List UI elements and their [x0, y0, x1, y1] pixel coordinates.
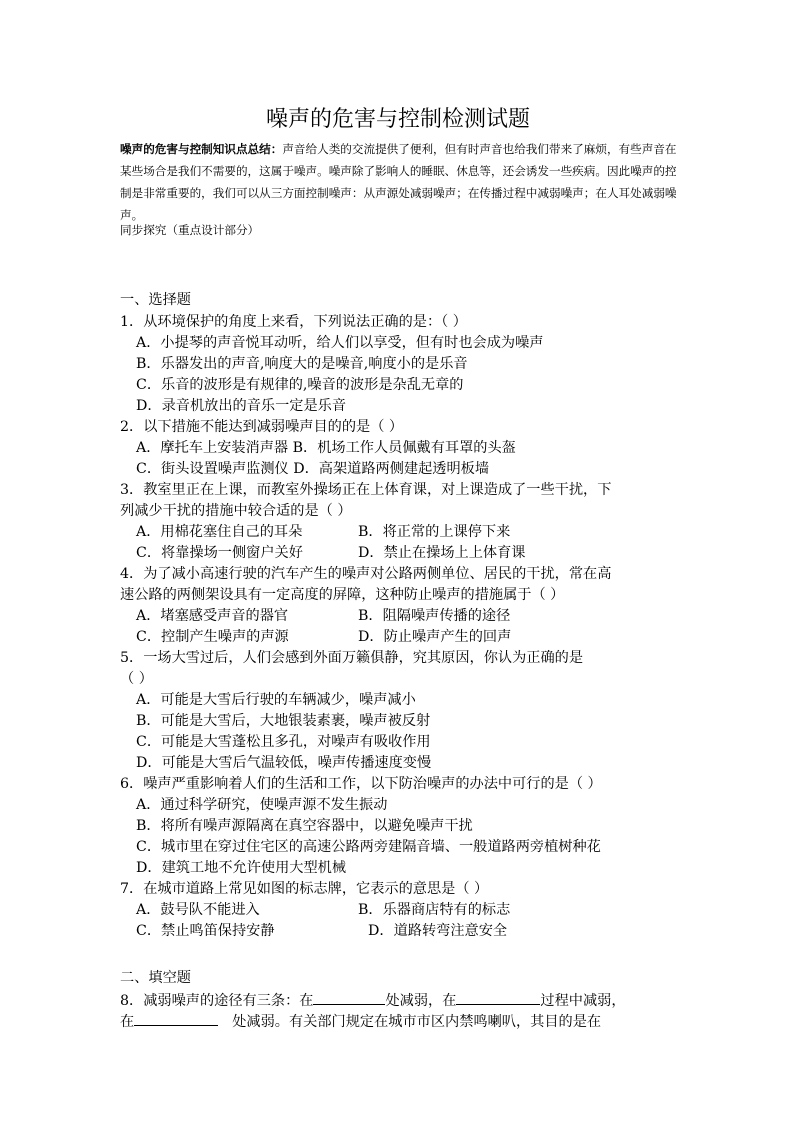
q6-option-a: A．通过科学研究，使噪声源不发生振动 [136, 797, 388, 813]
q4-option-b: B．阻隔噪声传播的途径 [358, 608, 511, 624]
q4-option-c: C．控制产生噪声的声源 [136, 629, 289, 645]
section-heading-choice: 一、选择题 [120, 292, 191, 308]
intro-paragraph [120, 138, 678, 226]
q5-option-a: A．可能是大雪后行驶的车辆减少，噪声减小 [136, 692, 416, 708]
q3-option-d: D．禁止在操场上上体育课 [358, 545, 526, 561]
page-title: 噪声的危害与控制检测试题 [265, 107, 530, 132]
q6-option-b: B．将所有噪声源隔离在真空容器中，以避免噪声干扰 [136, 818, 473, 834]
q7-option-c: C．禁止鸣笛保持安静 [136, 923, 275, 939]
question-7: 7．在城市道路上常见如图的标志牌，它表示的意思是（ ） [120, 881, 489, 897]
question-2: 2．以下措施不能达到减弱噪声目的的是（ ） [120, 419, 404, 435]
q5-option-c: C．可能是大雪蓬松且多孔，对噪声有吸收作用 [136, 734, 431, 750]
q8-text-2: 处减弱，在 [385, 993, 457, 1009]
q8-text-3: 过程中减弱， [540, 993, 626, 1009]
q4-option-a: A．堵塞感受声音的器官 [136, 608, 289, 624]
section-heading-fill: 二、填空题 [120, 970, 191, 986]
q3-option-a: A．用棉花塞住自己的耳朵 [136, 524, 303, 540]
q7-option-d: D．道路转弯注意安全 [368, 923, 508, 939]
question-3-line1: 3．教室里正在上课，而教室外操场正在上体育课，对上课造成了一些干扰，下 [120, 482, 612, 498]
q2-options-ab: A．摩托车上安装消声器 B．机场工作人员佩戴有耳罩的头盔 [136, 440, 516, 456]
q7-option-b: B．乐器商店特有的标志 [358, 902, 511, 918]
intro-text: 声音给人类的交流提供了便利，但有时声音也给我们带来了麻烦，有些声音在某些场合是我们不需要的，这属于噪声。噪声除了影响人的睡眠、休息等，还会诱发一些疾病。因此噪声的控制是非常重要的，我们可以从三方面控制噪声：从声源处减弱噪声；在传播过程中减弱噪声；在人耳处减弱噪声。 [120, 142, 677, 222]
question-6: 6．噪声严重影响着人们的生活和工作，以下防治噪声的办法中可行的是（ ） [120, 776, 602, 792]
q4-option-d: D．防止噪声产生的回声 [358, 629, 512, 645]
question-1: 1．从环境保护的角度上来看，下列说法正确的是：（ ） [120, 314, 467, 330]
q3-option-b: B．将正常的上课停下来 [358, 524, 511, 540]
question-5-line2: （ ） [120, 671, 153, 687]
sync-explore-label: 同步探究（重点设计部分） [120, 223, 260, 237]
q8-blank-2[interactable] [456, 990, 540, 1005]
q5-option-b: B．可能是大雪后，大地银装素裹，噪声被反射 [136, 713, 431, 729]
question-4-line1: 4．为了减小高速行驶的汽车产生的噪声对公路两侧单位、居民的干扰，常在高 [120, 566, 612, 582]
q1-option-a: A．小提琴的声音悦耳动听，给人们以享受，但有时也会成为噪声 [136, 335, 544, 351]
q7-option-a: A．鼓号队不能进入 [136, 902, 260, 918]
question-5-line1: 5．一场大雪过后，人们会感到外面万籁俱静，究其原因，你认为正确的是 [120, 650, 584, 666]
question-8-line2 [120, 1011, 601, 1032]
q8-text-1: 8．减弱噪声的途径有三条：在 [120, 993, 314, 1009]
q8-text-5: 处减弱。有关部门规定在城市市区内禁鸣喇叭，其目的是在 [232, 1014, 602, 1030]
q5-option-d: D．可能是大雪后气温较低，噪声传播速度变慢 [136, 755, 432, 771]
q1-option-d: D．录音机放出的音乐一定是乐音 [136, 398, 347, 414]
q2-options-cd: C．街头设置噪声监测仪 D．高架道路两侧建起透明板墙 [136, 461, 490, 477]
q1-option-c: C．乐音的波形是有规律的,噪音的波形是杂乱无章的 [136, 377, 464, 393]
question-8-line1 [120, 990, 626, 1011]
q8-blank-3[interactable] [134, 1011, 218, 1026]
q6-option-c: C．城市里在穿过住宅区的高速公路两旁建隔音墙、一般道路两旁植树种花 [136, 839, 601, 855]
question-3-line2: 列减少干扰的措施中较合适的是（ ） [120, 503, 352, 519]
q6-option-d: D．建筑工地不允许使用大型机械 [136, 860, 347, 876]
q1-option-b: B．乐器发出的声音,响度大的是噪音,响度小的是乐音 [136, 356, 468, 372]
intro-heading: 噪声的危害与控制知识点总结： [120, 142, 283, 156]
q8-text-4: 在 [120, 1014, 135, 1030]
q3-option-c: C．将靠操场一侧窗户关好 [136, 545, 303, 561]
q8-blank-1[interactable] [313, 990, 385, 1005]
question-4-line2: 速公路的两侧架设具有一定高度的屏障，这种防止噪声的措施属于（ ） [120, 587, 565, 603]
